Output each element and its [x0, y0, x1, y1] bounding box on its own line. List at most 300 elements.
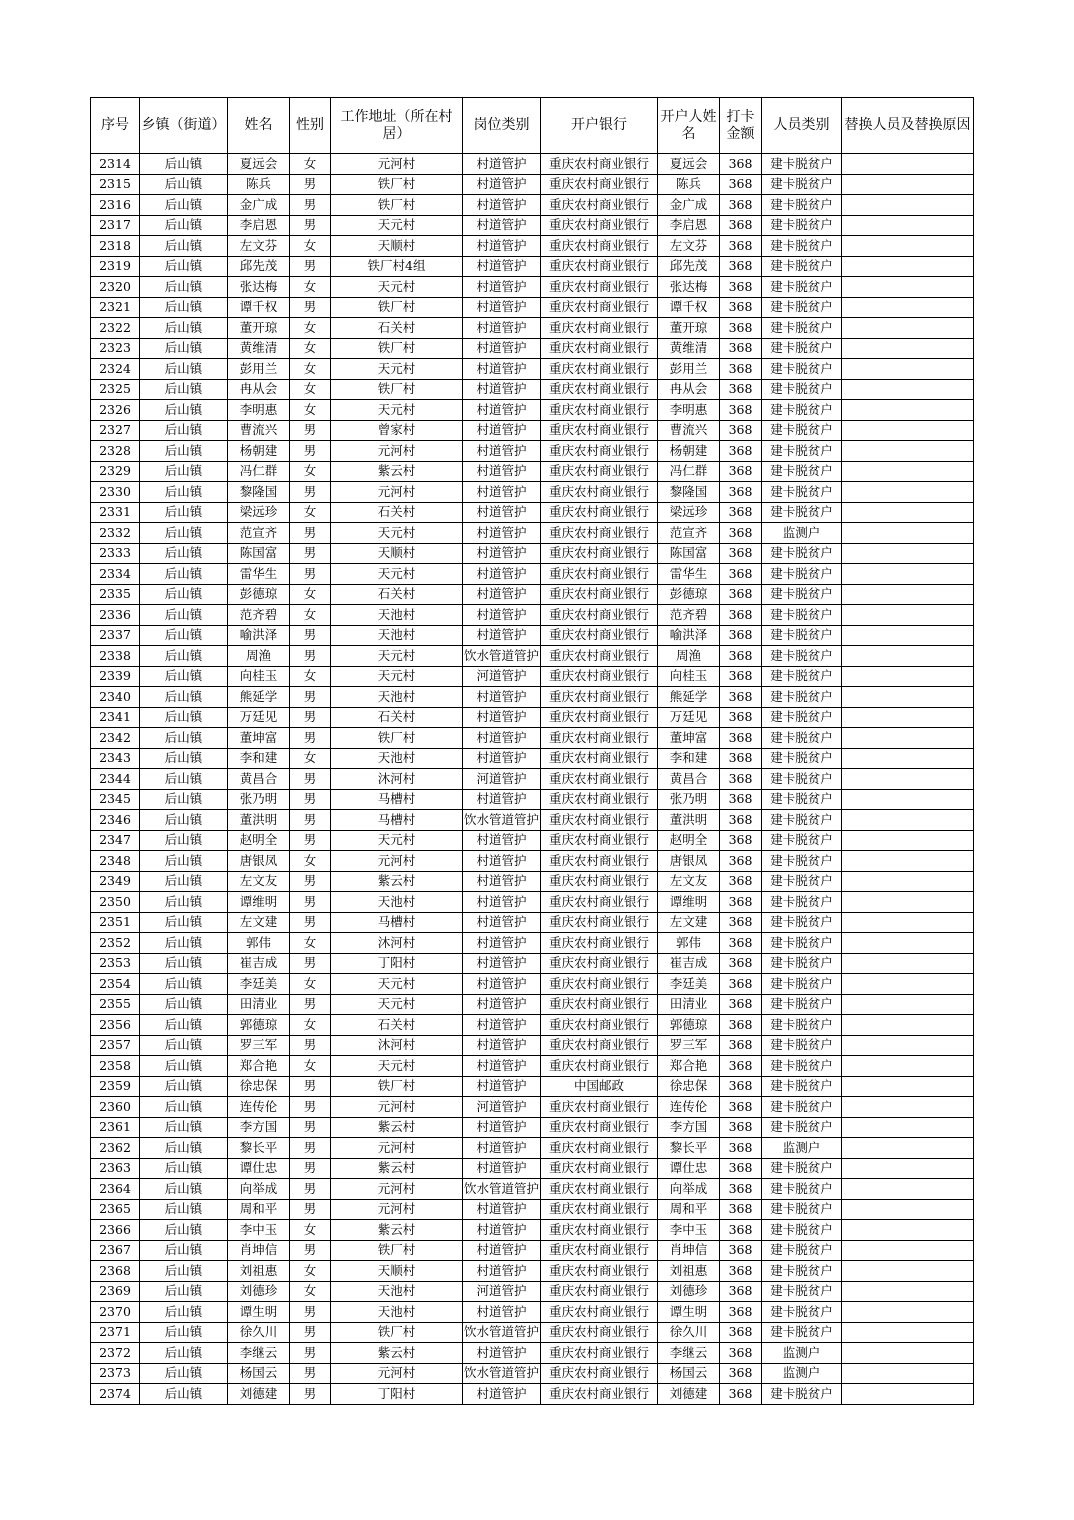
table-row	[91, 892, 974, 913]
cell-name: 陈国富	[228, 543, 290, 564]
cell-replacement	[842, 953, 974, 974]
cell-person-type: 建卡脱贫户	[762, 502, 842, 523]
cell-amount: 368	[720, 871, 762, 892]
cell-replacement	[842, 830, 974, 851]
cell-amount: 368	[720, 728, 762, 749]
cell-town: 后山镇	[140, 974, 228, 995]
table-row	[91, 1322, 974, 1343]
cell-name: 肖坤信	[228, 1240, 290, 1261]
header-cell-address: 工作地址（所在村居）	[331, 98, 463, 154]
cell-post-type: 村道管护	[463, 1261, 541, 1282]
cell-seq: 2369	[91, 1281, 140, 1302]
cell-bank: 重庆农村商业银行	[541, 174, 658, 195]
cell-name: 谭仕忠	[228, 1158, 290, 1179]
cell-person-type: 建卡脱贫户	[762, 461, 842, 482]
cell-town: 后山镇	[140, 174, 228, 195]
table-row	[91, 1056, 974, 1077]
cell-person-type: 建卡脱贫户	[762, 1158, 842, 1179]
cell-gender: 男	[290, 871, 331, 892]
cell-amount: 368	[720, 543, 762, 564]
cell-town: 后山镇	[140, 1199, 228, 1220]
cell-account-holder: 刘德珍	[658, 1281, 720, 1302]
cell-account-holder: 黎长平	[658, 1138, 720, 1159]
cell-bank: 重庆农村商业银行	[541, 543, 658, 564]
cell-gender: 男	[290, 441, 331, 462]
cell-person-type: 建卡脱贫户	[762, 1117, 842, 1138]
cell-amount: 368	[720, 584, 762, 605]
cell-bank: 重庆农村商业银行	[541, 441, 658, 462]
cell-address: 沐河村	[331, 1035, 463, 1056]
cell-gender: 女	[290, 584, 331, 605]
cell-gender: 男	[290, 1158, 331, 1179]
cell-seq: 2366	[91, 1220, 140, 1241]
cell-bank: 重庆农村商业银行	[541, 215, 658, 236]
header-cell-person-type: 人员类别	[762, 98, 842, 154]
cell-post-type: 村道管护	[463, 789, 541, 810]
cell-amount: 368	[720, 1056, 762, 1077]
cell-bank: 重庆农村商业银行	[541, 625, 658, 646]
cell-replacement	[842, 1343, 974, 1364]
header-cell-seq: 序号	[91, 98, 140, 154]
cell-account-holder: 李方国	[658, 1117, 720, 1138]
cell-gender: 女	[290, 1261, 331, 1282]
cell-replacement	[842, 1281, 974, 1302]
cell-person-type: 建卡脱贫户	[762, 1076, 842, 1097]
cell-name: 范齐碧	[228, 605, 290, 626]
cell-post-type: 村道管护	[463, 420, 541, 441]
cell-account-holder: 陈国富	[658, 543, 720, 564]
cell-post-type: 村道管护	[463, 379, 541, 400]
cell-seq: 2328	[91, 441, 140, 462]
cell-bank: 重庆农村商业银行	[541, 420, 658, 441]
cell-address: 天池村	[331, 625, 463, 646]
cell-name: 谭生明	[228, 1302, 290, 1323]
cell-bank: 重庆农村商业银行	[541, 461, 658, 482]
cell-seq: 2340	[91, 687, 140, 708]
cell-amount: 368	[720, 400, 762, 421]
cell-address: 元河村	[331, 154, 463, 175]
cell-seq: 2323	[91, 338, 140, 359]
cell-town: 后山镇	[140, 1240, 228, 1261]
cell-amount: 368	[720, 1076, 762, 1097]
cell-name: 左文友	[228, 871, 290, 892]
cell-amount: 368	[720, 830, 762, 851]
cell-seq: 2321	[91, 297, 140, 318]
cell-town: 后山镇	[140, 953, 228, 974]
cell-town: 后山镇	[140, 318, 228, 339]
cell-post-type: 饮水管道管护	[463, 1322, 541, 1343]
cell-person-type: 建卡脱贫户	[762, 666, 842, 687]
cell-town: 后山镇	[140, 933, 228, 954]
table-row	[91, 666, 974, 687]
cell-town: 后山镇	[140, 338, 228, 359]
cell-seq: 2370	[91, 1302, 140, 1323]
cell-address: 天元村	[331, 215, 463, 236]
cell-person-type: 建卡脱贫户	[762, 441, 842, 462]
cell-amount: 368	[720, 564, 762, 585]
cell-town: 后山镇	[140, 400, 228, 421]
cell-account-holder: 杨国云	[658, 1363, 720, 1384]
cell-post-type: 村道管护	[463, 154, 541, 175]
cell-amount: 368	[720, 174, 762, 195]
table-row	[91, 174, 974, 195]
cell-gender: 男	[290, 1384, 331, 1405]
table-row	[91, 769, 974, 790]
cell-seq: 2354	[91, 974, 140, 995]
cell-address: 铁厂村	[331, 728, 463, 749]
cell-town: 后山镇	[140, 789, 228, 810]
cell-post-type: 村道管护	[463, 728, 541, 749]
cell-post-type: 村道管护	[463, 1199, 541, 1220]
cell-person-type: 建卡脱贫户	[762, 338, 842, 359]
cell-account-holder: 黄维清	[658, 338, 720, 359]
cell-amount: 368	[720, 1302, 762, 1323]
table-row	[91, 154, 974, 175]
cell-amount: 368	[720, 1179, 762, 1200]
cell-bank: 重庆农村商业银行	[541, 277, 658, 298]
cell-account-holder: 曹流兴	[658, 420, 720, 441]
cell-account-holder: 周渔	[658, 646, 720, 667]
cell-account-holder: 范宣齐	[658, 523, 720, 544]
cell-address: 天元村	[331, 359, 463, 380]
cell-seq: 2345	[91, 789, 140, 810]
cell-replacement	[842, 871, 974, 892]
cell-replacement	[842, 605, 974, 626]
cell-person-type: 建卡脱贫户	[762, 564, 842, 585]
table-row	[91, 1199, 974, 1220]
cell-account-holder: 杨朝建	[658, 441, 720, 462]
table-row	[91, 420, 974, 441]
cell-account-holder: 刘祖惠	[658, 1261, 720, 1282]
cell-bank: 重庆农村商业银行	[541, 379, 658, 400]
cell-address: 天元村	[331, 564, 463, 585]
cell-name: 崔吉成	[228, 953, 290, 974]
table-row	[91, 482, 974, 503]
cell-replacement	[842, 1138, 974, 1159]
cell-bank: 重庆农村商业银行	[541, 1158, 658, 1179]
cell-address: 天池村	[331, 605, 463, 626]
cell-name: 冉从会	[228, 379, 290, 400]
cell-bank: 重庆农村商业银行	[541, 584, 658, 605]
cell-account-holder: 向桂玉	[658, 666, 720, 687]
cell-post-type: 村道管护	[463, 359, 541, 380]
cell-seq: 2327	[91, 420, 140, 441]
cell-gender: 女	[290, 338, 331, 359]
cell-name: 周渔	[228, 646, 290, 667]
cell-seq: 2326	[91, 400, 140, 421]
cell-town: 后山镇	[140, 215, 228, 236]
cell-account-holder: 冉从会	[658, 379, 720, 400]
cell-account-holder: 李廷美	[658, 974, 720, 995]
cell-amount: 368	[720, 646, 762, 667]
cell-post-type: 村道管护	[463, 318, 541, 339]
cell-post-type: 村道管护	[463, 830, 541, 851]
cell-name: 邱先茂	[228, 256, 290, 277]
cell-seq: 2339	[91, 666, 140, 687]
cell-gender: 女	[290, 154, 331, 175]
cell-account-holder: 董坤富	[658, 728, 720, 749]
cell-seq: 2316	[91, 195, 140, 216]
cell-address: 天池村	[331, 892, 463, 913]
cell-account-holder: 黄昌合	[658, 769, 720, 790]
cell-post-type: 村道管护	[463, 1343, 541, 1364]
cell-address: 天池村	[331, 687, 463, 708]
cell-account-holder: 黎隆国	[658, 482, 720, 503]
cell-replacement	[842, 666, 974, 687]
cell-amount: 368	[720, 666, 762, 687]
cell-post-type: 村道管护	[463, 584, 541, 605]
cell-account-holder: 范齐碧	[658, 605, 720, 626]
cell-gender: 男	[290, 707, 331, 728]
cell-replacement	[842, 851, 974, 872]
cell-amount: 368	[720, 974, 762, 995]
cell-gender: 男	[290, 789, 331, 810]
cell-bank: 重庆农村商业银行	[541, 748, 658, 769]
cell-name: 黄昌合	[228, 769, 290, 790]
cell-name: 刘德建	[228, 1384, 290, 1405]
cell-address: 马槽村	[331, 789, 463, 810]
cell-amount: 368	[720, 441, 762, 462]
cell-account-holder: 徐久川	[658, 1322, 720, 1343]
cell-post-type: 村道管护	[463, 523, 541, 544]
cell-name: 杨朝建	[228, 441, 290, 462]
cell-town: 后山镇	[140, 154, 228, 175]
cell-address: 天元村	[331, 277, 463, 298]
table-row	[91, 297, 974, 318]
cell-replacement	[842, 687, 974, 708]
cell-amount: 368	[720, 1097, 762, 1118]
table-row	[91, 1240, 974, 1261]
cell-post-type: 村道管护	[463, 256, 541, 277]
cell-town: 后山镇	[140, 379, 228, 400]
cell-gender: 男	[290, 769, 331, 790]
cell-bank: 重庆农村商业银行	[541, 502, 658, 523]
cell-replacement	[842, 646, 974, 667]
cell-bank: 重庆农村商业银行	[541, 1363, 658, 1384]
cell-amount: 368	[720, 1015, 762, 1036]
cell-town: 后山镇	[140, 1138, 228, 1159]
cell-gender: 男	[290, 810, 331, 831]
cell-amount: 368	[720, 933, 762, 954]
cell-amount: 368	[720, 1363, 762, 1384]
cell-name: 彭德琼	[228, 584, 290, 605]
cell-address: 天顺村	[331, 236, 463, 257]
cell-seq: 2342	[91, 728, 140, 749]
cell-replacement	[842, 892, 974, 913]
cell-person-type: 建卡脱贫户	[762, 543, 842, 564]
cell-address: 元河村	[331, 851, 463, 872]
cell-name: 张达梅	[228, 277, 290, 298]
cell-bank: 重庆农村商业银行	[541, 1240, 658, 1261]
table-row	[91, 256, 974, 277]
cell-address: 天元村	[331, 974, 463, 995]
cell-post-type: 河道管护	[463, 769, 541, 790]
cell-post-type: 河道管护	[463, 666, 541, 687]
table-row	[91, 1302, 974, 1323]
cell-post-type: 村道管护	[463, 871, 541, 892]
cell-replacement	[842, 1302, 974, 1323]
cell-gender: 男	[290, 1322, 331, 1343]
cell-replacement	[842, 625, 974, 646]
cell-account-holder: 熊延学	[658, 687, 720, 708]
cell-gender: 男	[290, 728, 331, 749]
table-row	[91, 1158, 974, 1179]
cell-gender: 女	[290, 1281, 331, 1302]
cell-town: 后山镇	[140, 871, 228, 892]
cell-account-holder: 张乃明	[658, 789, 720, 810]
cell-person-type: 建卡脱贫户	[762, 769, 842, 790]
table-row	[91, 605, 974, 626]
cell-town: 后山镇	[140, 482, 228, 503]
header-cell-post-type: 岗位类别	[463, 98, 541, 154]
cell-post-type: 村道管护	[463, 1056, 541, 1077]
cell-person-type: 建卡脱贫户	[762, 1240, 842, 1261]
cell-bank: 重庆农村商业银行	[541, 994, 658, 1015]
cell-person-type: 建卡脱贫户	[762, 1056, 842, 1077]
cell-bank: 重庆农村商业银行	[541, 707, 658, 728]
cell-town: 后山镇	[140, 1076, 228, 1097]
cell-bank: 重庆农村商业银行	[541, 605, 658, 626]
cell-bank: 重庆农村商业银行	[541, 482, 658, 503]
table-row	[91, 1261, 974, 1282]
cell-amount: 368	[720, 748, 762, 769]
cell-person-type: 建卡脱贫户	[762, 1261, 842, 1282]
cell-bank: 重庆农村商业银行	[541, 154, 658, 175]
cell-address: 天顺村	[331, 543, 463, 564]
cell-seq: 2352	[91, 933, 140, 954]
table-row	[91, 543, 974, 564]
cell-address: 天池村	[331, 1302, 463, 1323]
cell-name: 连传伦	[228, 1097, 290, 1118]
cell-address: 天元村	[331, 646, 463, 667]
cell-town: 后山镇	[140, 1220, 228, 1241]
cell-gender: 女	[290, 1015, 331, 1036]
cell-person-type: 建卡脱贫户	[762, 174, 842, 195]
cell-account-holder: 李启恩	[658, 215, 720, 236]
cell-replacement	[842, 769, 974, 790]
cell-person-type: 建卡脱贫户	[762, 748, 842, 769]
cell-bank: 重庆农村商业银行	[541, 1281, 658, 1302]
cell-replacement	[842, 338, 974, 359]
cell-bank: 重庆农村商业银行	[541, 236, 658, 257]
cell-gender: 男	[290, 256, 331, 277]
cell-town: 后山镇	[140, 1343, 228, 1364]
cell-person-type: 建卡脱贫户	[762, 1220, 842, 1241]
cell-name: 李廷美	[228, 974, 290, 995]
cell-address: 丁阳村	[331, 1384, 463, 1405]
cell-person-type: 监测户	[762, 1343, 842, 1364]
cell-amount: 368	[720, 338, 762, 359]
cell-replacement	[842, 912, 974, 933]
cell-seq: 2317	[91, 215, 140, 236]
cell-replacement	[842, 1035, 974, 1056]
cell-post-type: 村道管护	[463, 707, 541, 728]
cell-amount: 368	[720, 461, 762, 482]
cell-post-type: 村道管护	[463, 543, 541, 564]
cell-person-type: 建卡脱贫户	[762, 1281, 842, 1302]
cell-person-type: 建卡脱贫户	[762, 646, 842, 667]
cell-person-type: 监测户	[762, 1138, 842, 1159]
cell-name: 冯仁群	[228, 461, 290, 482]
cell-gender: 女	[290, 605, 331, 626]
cell-town: 后山镇	[140, 666, 228, 687]
cell-post-type: 村道管护	[463, 892, 541, 913]
cell-replacement	[842, 277, 974, 298]
cell-replacement	[842, 379, 974, 400]
cell-person-type: 建卡脱贫户	[762, 605, 842, 626]
cell-name: 黎隆国	[228, 482, 290, 503]
cell-amount: 368	[720, 195, 762, 216]
table-row	[91, 359, 974, 380]
cell-gender: 男	[290, 994, 331, 1015]
cell-account-holder: 肖坤信	[658, 1240, 720, 1261]
table-row	[91, 994, 974, 1015]
cell-amount: 368	[720, 420, 762, 441]
cell-amount: 368	[720, 482, 762, 503]
cell-bank: 重庆农村商业银行	[541, 1117, 658, 1138]
cell-address: 紫云村	[331, 1343, 463, 1364]
cell-person-type: 监测户	[762, 1363, 842, 1384]
cell-address: 元河村	[331, 1363, 463, 1384]
cell-person-type: 建卡脱贫户	[762, 1199, 842, 1220]
cell-post-type: 村道管护	[463, 482, 541, 503]
cell-post-type: 饮水管道管护	[463, 1363, 541, 1384]
table-row	[91, 748, 974, 769]
cell-account-holder: 周和平	[658, 1199, 720, 1220]
cell-account-holder: 董洪明	[658, 810, 720, 831]
cell-town: 后山镇	[140, 236, 228, 257]
cell-seq: 2333	[91, 543, 140, 564]
cell-bank: 重庆农村商业银行	[541, 953, 658, 974]
cell-account-holder: 夏远会	[658, 154, 720, 175]
cell-address: 沐河村	[331, 769, 463, 790]
cell-address: 元河村	[331, 1138, 463, 1159]
cell-replacement	[842, 154, 974, 175]
cell-town: 后山镇	[140, 1158, 228, 1179]
cell-name: 周和平	[228, 1199, 290, 1220]
cell-address: 天元村	[331, 523, 463, 544]
cell-amount: 368	[720, 1199, 762, 1220]
cell-seq: 2367	[91, 1240, 140, 1261]
cell-account-holder: 唐银凤	[658, 851, 720, 872]
cell-town: 后山镇	[140, 830, 228, 851]
cell-gender: 男	[290, 297, 331, 318]
cell-replacement	[842, 420, 974, 441]
cell-gender: 女	[290, 461, 331, 482]
cell-seq: 2353	[91, 953, 140, 974]
cell-address: 石关村	[331, 584, 463, 605]
table-row	[91, 830, 974, 851]
cell-replacement	[842, 1117, 974, 1138]
cell-address: 天元村	[331, 994, 463, 1015]
cell-gender: 男	[290, 1199, 331, 1220]
cell-post-type: 村道管护	[463, 236, 541, 257]
cell-name: 向桂玉	[228, 666, 290, 687]
cell-person-type: 建卡脱贫户	[762, 1384, 842, 1405]
cell-address: 紫云村	[331, 1158, 463, 1179]
cell-address: 铁厂村	[331, 195, 463, 216]
cell-name: 夏远会	[228, 154, 290, 175]
cell-replacement	[842, 1220, 974, 1241]
cell-bank: 重庆农村商业银行	[541, 359, 658, 380]
cell-name: 范宣齐	[228, 523, 290, 544]
cell-seq: 2364	[91, 1179, 140, 1200]
cell-bank: 重庆农村商业银行	[541, 195, 658, 216]
cell-replacement	[842, 728, 974, 749]
cell-name: 李和建	[228, 748, 290, 769]
cell-gender: 女	[290, 277, 331, 298]
cell-gender: 女	[290, 502, 331, 523]
